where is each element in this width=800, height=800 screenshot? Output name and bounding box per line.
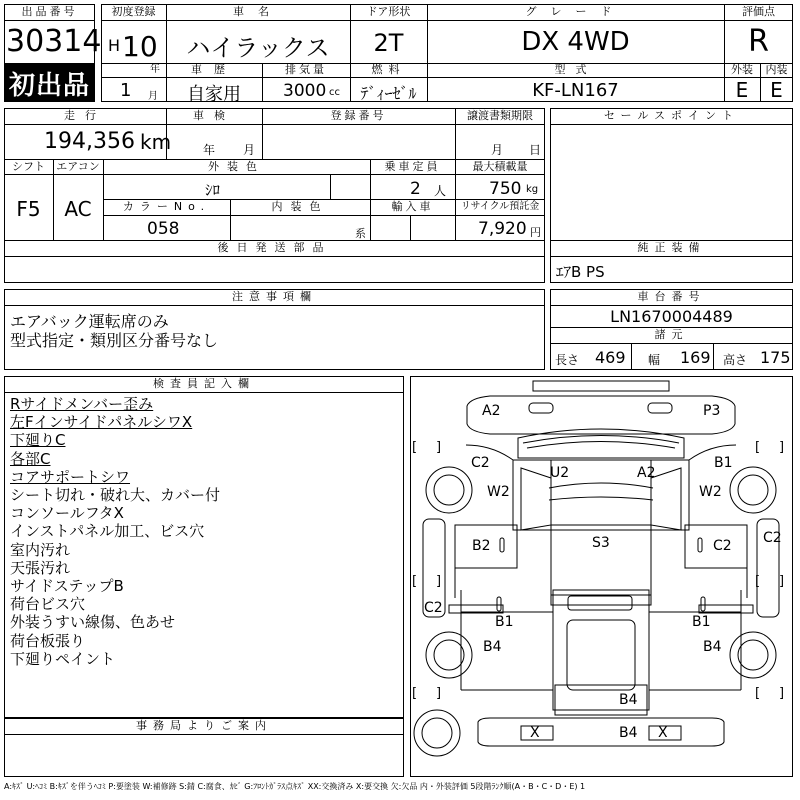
svg-text:[: [ <box>755 686 761 701</box>
inspector-line: シート切れ・破れ大、カバー付 <box>10 486 221 505</box>
recycle: 7,920 <box>478 219 527 239</box>
svg-text:]: ] <box>436 574 442 589</box>
score-label: 評価点 <box>742 5 775 18</box>
exterior-grade-label: 外装 <box>731 63 753 76</box>
later-parts-label: 後日発送部品 <box>217 241 332 254</box>
exterior-grade: E <box>735 78 749 102</box>
mark-hood-left: U2 <box>550 465 570 481</box>
max-load-unit: kg <box>526 184 539 195</box>
mark-fender-right: B1 <box>714 455 733 471</box>
max-load-label: 最大積載量 <box>472 160 528 173</box>
displacement: 3000 <box>283 81 327 101</box>
era: H <box>108 36 121 55</box>
mileage-unit: km <box>140 130 172 154</box>
inspector-line: 荷台板張り <box>10 631 86 650</box>
mark-sill-right: B1 <box>692 614 711 630</box>
capacity-unit: 人 <box>434 184 447 198</box>
inspector-line: サイドステップB <box>10 577 124 596</box>
shift-label: シフト <box>12 160 45 173</box>
svg-text:]: ] <box>436 686 442 701</box>
ac-label: エアコン <box>56 160 100 173</box>
int-color-unit: 系 <box>355 227 366 240</box>
inspection-label: 車検 <box>193 109 235 122</box>
genuine-equipment-label: 純正装備 <box>637 241 706 254</box>
inspector-lines <box>10 395 220 668</box>
svg-text:[: [ <box>412 574 418 589</box>
capacity: 2 <box>410 179 421 199</box>
inspector-line: 各部C <box>10 449 51 468</box>
shift: F5 <box>16 197 41 221</box>
mark-fender-left: C2 <box>471 455 490 471</box>
color-no-label: カラーNo. <box>122 200 211 213</box>
fuel-label: 燃料 <box>371 63 406 76</box>
fuel: ﾃﾞｨｰｾﾞﾙ <box>360 84 417 103</box>
mark-sill-left: B1 <box>495 614 514 630</box>
inspector-line: 下廻りC <box>10 431 66 450</box>
first-reg-label: 初度登録 <box>111 5 156 18</box>
mark-rear-wheel-right: B4 <box>703 639 722 655</box>
mark-rear-left: X <box>530 725 540 741</box>
transfer-label: 譲渡書類期限 <box>467 109 533 122</box>
genuine-equipment: ｴｱB PS <box>556 263 605 281</box>
history: 自家用 <box>187 84 241 105</box>
car-name: ハイラックス <box>186 34 330 62</box>
mark-hood-right: A2 <box>637 465 656 481</box>
transfer-day-unit: 日 <box>529 143 542 157</box>
mark-wheel-right: W2 <box>699 484 722 500</box>
recycle-unit: 円 <box>530 226 541 239</box>
mark-door-left: B2 <box>472 538 491 554</box>
chassis-number: LN1670004489 <box>610 307 733 326</box>
svg-text:[: [ <box>412 440 418 455</box>
sales-point-label: セールスポイント <box>603 109 739 122</box>
mark-front-left: A2 <box>482 403 501 419</box>
mark-side-right: C2 <box>763 530 782 546</box>
ext-color-label: 外装色 <box>208 160 265 173</box>
height: 175 <box>760 348 791 367</box>
lot-number-label: 出品番号 <box>21 5 78 18</box>
inspector-line: 室内汚れ <box>10 540 71 559</box>
vehicle-diagram <box>410 376 793 777</box>
inspector-line: Rサイドメンバー歪み <box>10 395 154 413</box>
svg-text:]: ] <box>779 686 785 701</box>
notes-line-1: エアバック運転席のみ <box>10 312 169 331</box>
mark-bed: B4 <box>619 692 638 708</box>
mark-wheel-left: W2 <box>487 484 510 500</box>
height-label: 高さ <box>723 353 748 367</box>
door: 2T <box>373 29 404 57</box>
length-label: 長さ <box>555 353 580 367</box>
inspector-line: コンソールフタX <box>10 504 124 523</box>
max-load: 750 <box>489 179 522 199</box>
first-listing-label: 初出品 <box>8 71 90 101</box>
mark-rear-center: B4 <box>619 725 638 741</box>
reg-no-label: 登録番号 <box>330 109 387 122</box>
mark-roof: S3 <box>592 535 610 551</box>
year-unit: 年 <box>150 64 160 75</box>
mark-rear-wheel-left: B4 <box>483 639 502 655</box>
svg-text:[: [ <box>755 440 761 455</box>
ac: AC <box>64 197 92 221</box>
car-name-label: 車名 <box>233 5 283 18</box>
grade-label: グレード <box>525 5 626 18</box>
lot-number: 30314 <box>6 24 102 59</box>
notes-label: 注意事項欄 <box>232 290 317 303</box>
chassis-label: 車台番号 <box>637 290 706 303</box>
legend: A:ｷｽﾞ U:ﾍｺﾐ B:ｷｽﾞを伴うﾍｺﾐ P:要塗装 W:補修跡 S:錆 C:腐食、ｶﾋﾞ G:ﾌﾛﾝﾄｶﾞﾗｽ点ｷｽﾞ XX:交換済み X:要交換 欠:欠品 内・外装評価 5段階ﾗﾝｸ順(A・B・C・D・E) 1 <box>4 782 586 791</box>
interior-grade: E <box>770 78 783 102</box>
mark-side-left: C2 <box>424 600 443 616</box>
import-label: 輸入車 <box>391 200 434 213</box>
width: 169 <box>680 348 711 367</box>
inspector-line: 下廻りペイント <box>10 649 116 668</box>
model-code: KF-LN167 <box>532 80 619 101</box>
inspector-line: 外装うすい線傷、色あせ <box>10 613 176 632</box>
grade: DX 4WD <box>521 27 630 57</box>
mileage: 194,356 <box>44 129 135 154</box>
specs-label: 諸元 <box>654 328 689 341</box>
first-reg-month: 1 <box>120 80 132 101</box>
svg-text:[: [ <box>412 686 418 701</box>
inspector-line: コアサポートシワ <box>10 467 131 486</box>
transfer-month-unit: 月 <box>491 143 504 157</box>
int-color-label: 内装色 <box>271 200 329 213</box>
office-label: 事務局よりご案内 <box>136 719 272 732</box>
ext-color: ｼﾛ <box>205 181 221 199</box>
inspector-line: インストパネル加工、ビス穴 <box>10 522 205 541</box>
notes-line-2: 型式指定・類別区分番号なし <box>10 331 219 350</box>
svg-text:]: ] <box>779 440 785 455</box>
score: R <box>748 24 769 59</box>
history-label: 車歴 <box>191 63 237 76</box>
door-label: ドア形状 <box>366 5 411 18</box>
inspection-month-unit: 月 <box>243 143 256 157</box>
inspector-label: 検査員記入欄 <box>153 377 255 390</box>
width-label: 幅 <box>648 353 661 367</box>
svg-text:]: ] <box>779 574 785 589</box>
svg-text:]: ] <box>436 440 442 455</box>
month-unit: 月 <box>148 91 158 102</box>
color-no: 058 <box>147 219 180 239</box>
displacement-unit: cc <box>329 87 340 98</box>
displacement-label: 排気量 <box>285 63 327 76</box>
capacity-label: 乗車定員 <box>384 160 441 173</box>
inspector-line: 荷台ビス穴 <box>10 595 86 614</box>
recycle-label: リサイクル預託金 <box>460 201 540 212</box>
inspection-year-unit: 年 <box>203 143 216 157</box>
mark-front-right: P3 <box>703 403 721 419</box>
model-code-label: 型式 <box>554 63 597 76</box>
mileage-label: 走行 <box>64 109 106 122</box>
mark-door-right: C2 <box>713 538 732 554</box>
first-reg-year: 10 <box>122 30 158 63</box>
length: 469 <box>595 348 626 367</box>
mark-rear-right: X <box>658 725 668 741</box>
interior-grade-label: 内装 <box>765 63 788 76</box>
inspector-line: 天張汚れ <box>10 558 71 577</box>
inspector-line: 左FインサイドパネルシワX <box>10 413 193 432</box>
svg-text:[: [ <box>755 574 761 589</box>
